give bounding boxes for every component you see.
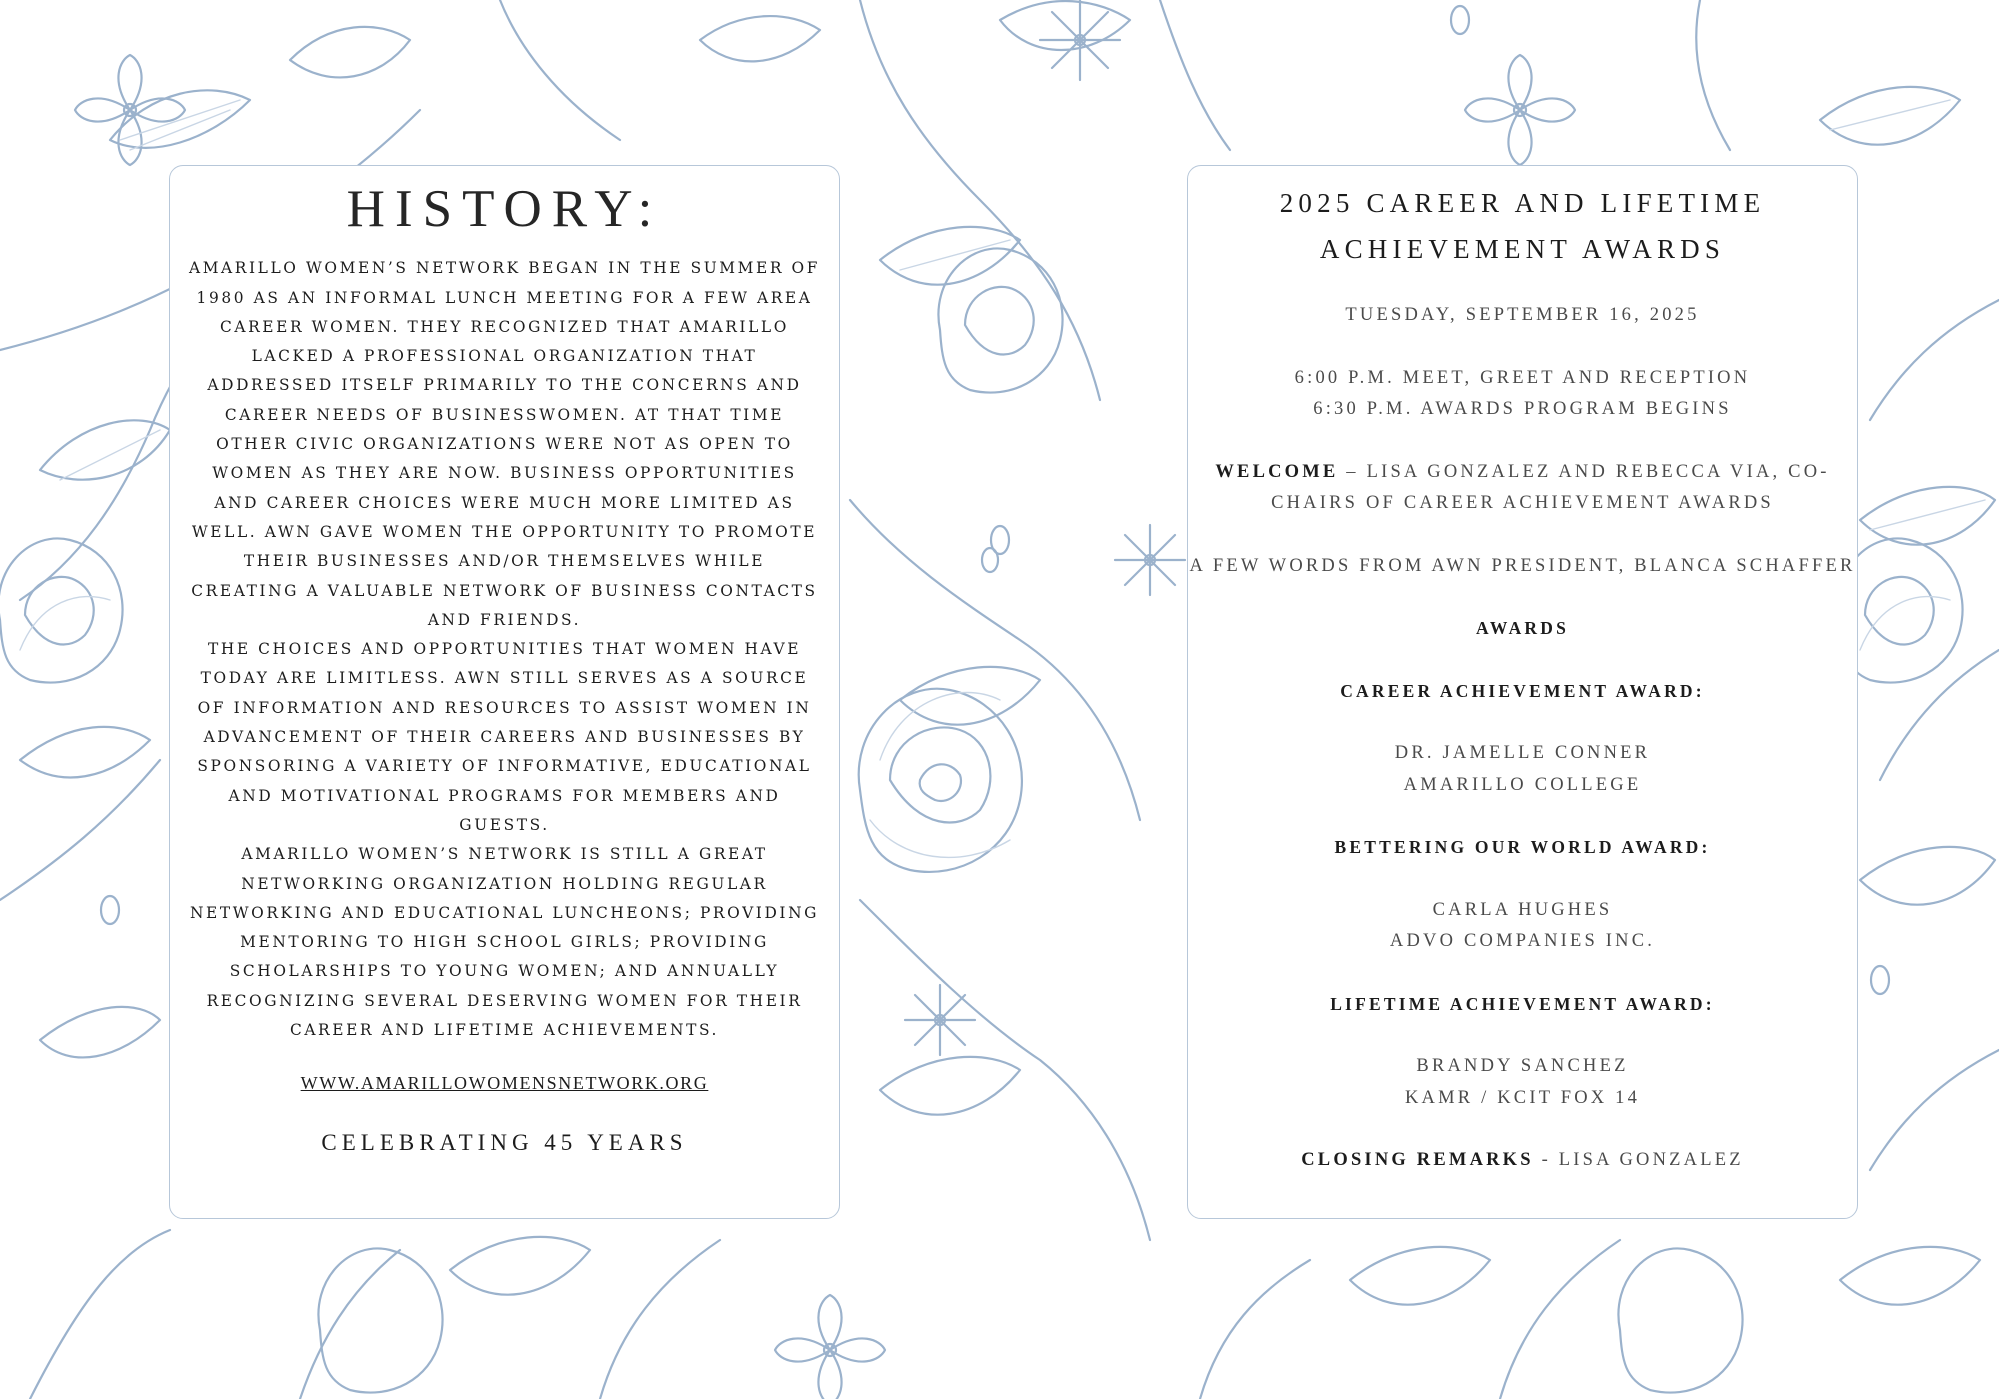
event-schedule: [1188, 363, 1857, 426]
lifetime-award-recipient: [1188, 1051, 1857, 1114]
history-body: [188, 254, 821, 1045]
career-award-recipient: [1188, 738, 1857, 801]
welcome-text: – LISA GONZALEZ AND REBECCA VIA, CO-CHAIRS OF CAREER ACHIEVEMENT AWARDS: [1271, 461, 1830, 513]
program-title: [1188, 180, 1857, 272]
history-paragraph: AMARILLO WOMEN’S NETWORK IS STILL A GREAT NETWORKING ORGANIZATION HOLDING REGULAR NETWORKING AND EDUCATIONAL LUNCHEONS; PROVIDING MENTORING TO HIGH SCHOOL GIRLS; PROVIDING SCHOLARSHIPS TO YOUNG WOMEN; AND ANNUALLY RECOGNIZING SEVERAL DESERVING WOMEN FOR THEIR CAREER AND LIFETIME ACHIEVEMENTS.: [189, 845, 820, 1040]
closing-remarks: [1188, 1145, 1857, 1177]
history-panel: [169, 165, 840, 1219]
lifetime-award-heading: LIFETIME ACHIEVEMENT AWARD:: [1330, 993, 1715, 1014]
recipient-organization: KAMR / KCIT FOX 14: [1404, 1087, 1641, 1108]
welcome-line: [1188, 457, 1857, 520]
welcome-label: WELCOME: [1215, 461, 1339, 482]
president-remarks: A FEW WORDS FROM AWN PRESIDENT, BLANCA SCHAFFER: [1189, 555, 1856, 576]
recipient-name: CARLA HUGHES: [1432, 899, 1613, 920]
bettering-award-recipient: [1188, 895, 1857, 958]
event-date: TUESDAY, SEPTEMBER 16, 2025: [1345, 305, 1700, 325]
career-award-heading: CAREER ACHIEVEMENT AWARD:: [1340, 680, 1705, 701]
recipient-name: DR. JAMELLE CONNER: [1394, 743, 1651, 763]
awards-heading: AWARDS: [1475, 618, 1570, 638]
bettering-award-heading: BETTERING OUR WORLD AWARD:: [1334, 837, 1711, 857]
schedule-item: 6:00 P.M. MEET, GREET AND RECEPTION: [1294, 367, 1751, 388]
program-title-line: 2025 CAREER AND LIFETIME: [1279, 188, 1766, 218]
closing-label: CLOSING REMARKS: [1301, 1150, 1534, 1170]
history-paragraph: THE CHOICES AND OPPORTUNITIES THAT WOMEN HAVE TODAY ARE LIMITLESS. AWN STILL SERVES AS A SOURCE OF INFORMATION AND RESOURCES TO ASSIST WOMEN IN ADVANCEMENT OF THEIR CAREERS AND BUSINESSES BY SPONSORING A VARIETY OF INFORMATIVE, EDUCATIONAL AND MOTIVATIONAL PROGRAMS FOR MEMBERS AND GUESTS.: [197, 640, 812, 834]
website-link[interactable]: WWW.AMARILLOWOMENSNETWORK.ORG: [300, 1073, 709, 1094]
history-paragraph: AMARILLO WOMEN’S NETWORK BEGAN IN THE SUMMER OF 1980 AS AN INFORMAL LUNCH MEETING FOR A FEW AREA CAREER WOMEN. THEY RECOGNIZED THAT AMARILLO LACKED A PROFESSIONAL ORGANIZATION THAT ADDRESSED ITSELF PRIMARILY TO THE CONCERNS AND CAREER NEEDS OF BUSINESSWOMEN. AT THAT TIME OTHER CIVIC ORGANIZATIONS WERE NOT AS OPEN TO WOMEN AS THEY ARE NOW. BUSINESS OPPORTUNITIES AND CAREER CHOICES WERE MUCH MORE LIMITED AS WELL. AWN GAVE WOMEN THE OPPORTUNITY TO PROMOTE THEIR BUSINESSES AND/OR THEMSELVES WHILE CREATING A VALUABLE NETWORK OF BUSINESS CONTACTS AND FRIENDS.: [188, 259, 821, 629]
program-panel: [1187, 165, 1858, 1219]
history-title: HISTORY:: [346, 180, 663, 238]
celebrating-tagline: CELEBRATING 45 YEARS: [321, 1130, 688, 1156]
program-title-line: ACHIEVEMENT AWARDS: [1319, 234, 1726, 264]
recipient-organization: ADVO COMPANIES INC.: [1389, 931, 1656, 951]
schedule-item: 6:30 P.M. AWARDS PROGRAM BEGINS: [1313, 399, 1732, 419]
recipient-name: BRANDY SANCHEZ: [1416, 1056, 1629, 1076]
closing-text: - LISA GONZALEZ: [1533, 1150, 1744, 1170]
recipient-organization: AMARILLO COLLEGE: [1403, 774, 1642, 795]
